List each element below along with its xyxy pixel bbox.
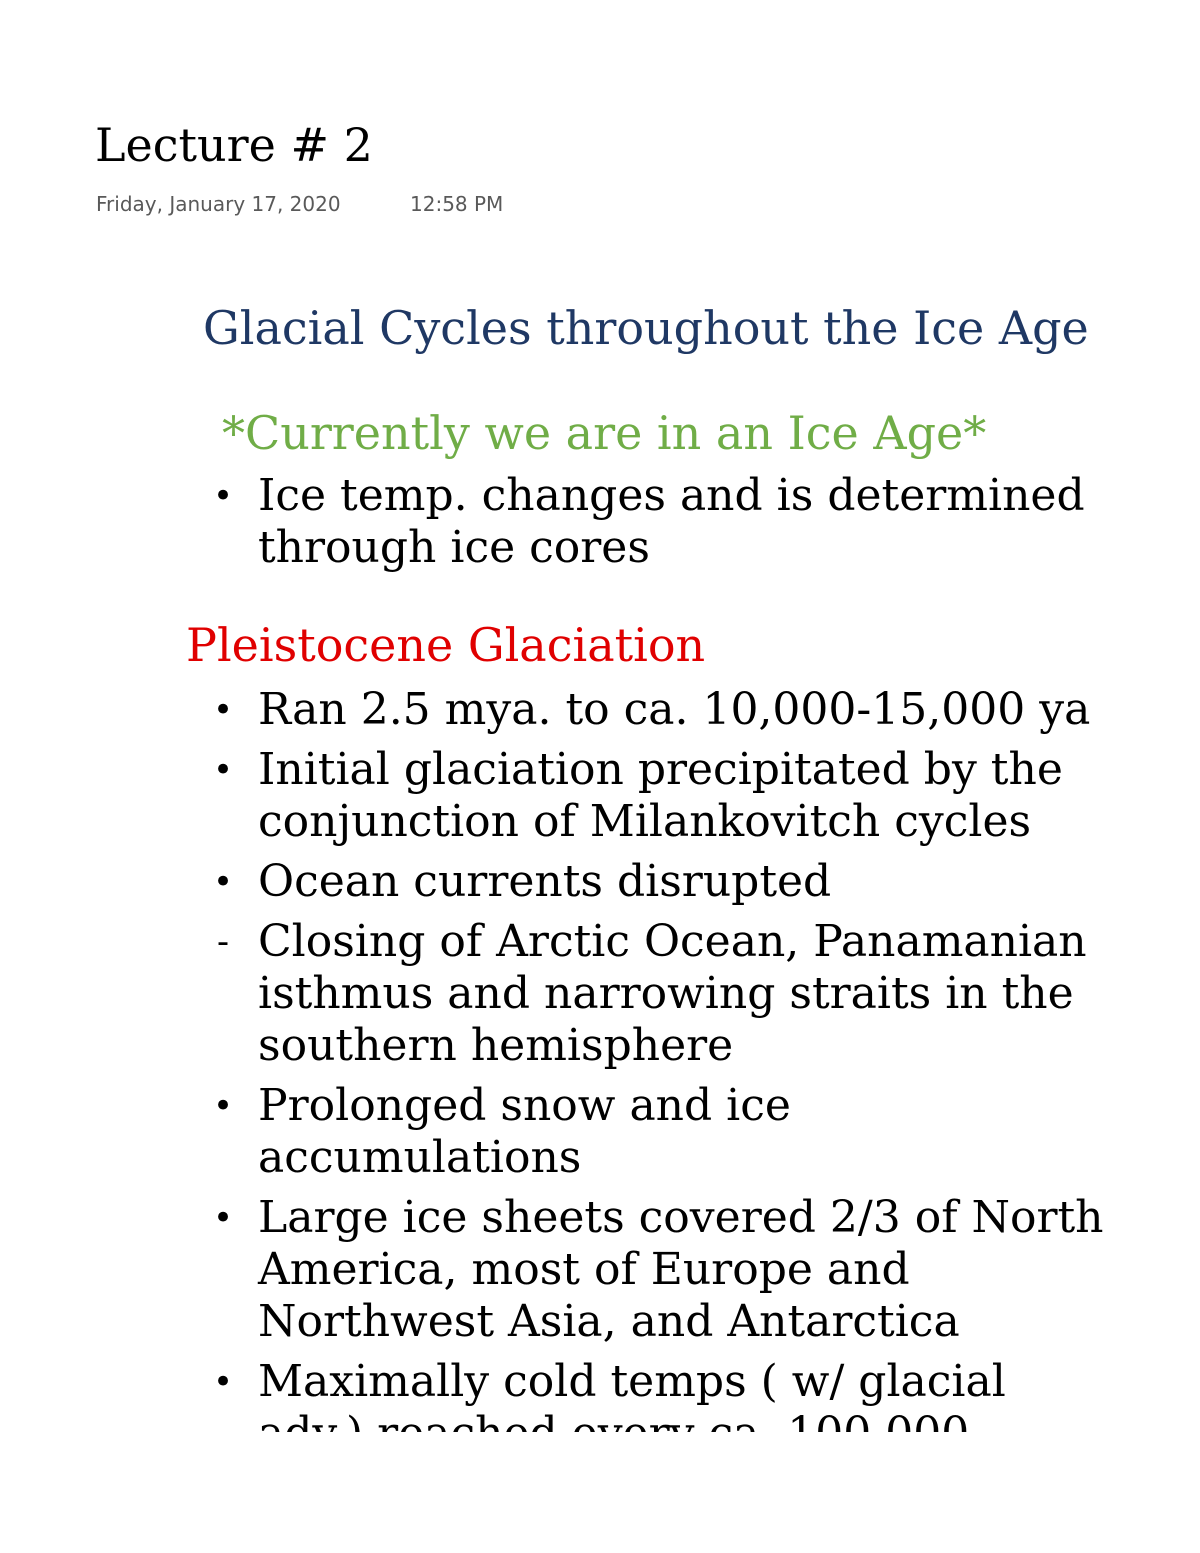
page-title: Lecture # 2 [95,118,373,172]
list-item-line: America, most of Europe and [258,1244,910,1295]
list-item-line: Large ice sheets covered 2/3 of North [258,1192,1104,1243]
list-item [0,1080,1200,1184]
list-item-line: isthmus and narrowing straits in the [258,968,1074,1019]
list-item [0,470,1200,574]
bullet-marker: • [212,476,234,516]
list-item-line: conjunction of Milankovitch cycles [258,796,1032,847]
list-item [0,744,1200,848]
bullet-marker: • [212,1198,234,1238]
list-item-line: Prolonged snow and ice [258,1080,791,1131]
bullet-marker: • [212,750,234,790]
section-heading-pleistocene: Pleistocene Glaciation [186,618,706,672]
bullet-marker: • [212,1362,234,1402]
list-item-line: southern hemisphere [258,1020,734,1071]
list-item-line: Ran 2.5 mya. to ca. 10,000-15,000 ya [258,684,1091,735]
note-time: 12:58 PM [410,192,504,216]
list-item-line: through ice cores [258,522,650,573]
dash-marker: - [216,922,230,962]
intro-bullet-list [0,470,1200,574]
list-item-line: Northwest Asia, and Antarctica [258,1296,960,1347]
list-item [0,684,1200,736]
list-item-line: Ice temp. changes and is determined [258,470,1085,521]
list-item-line: Initial glaciation precipitated by the [258,744,1063,795]
list-item [0,1192,1200,1348]
note-date: Friday, January 17, 2020 [96,192,341,216]
bullet-marker: • [212,862,234,902]
list-item-line: accumulations [258,1132,582,1183]
section-heading-glacial-cycles: Glacial Cycles throughout the Ice Age [203,301,1089,355]
list-item [0,856,1200,908]
list-item-line: Closing of Arctic Ocean, Panamanian [258,916,1087,967]
page-bottom-margin [0,1432,1200,1553]
highlight-heading-ice-age: *Currently we are in an Ice Age* [222,406,987,460]
pleistocene-bullet-list [0,684,1200,1468]
list-item [0,916,1200,1072]
bullet-marker: • [212,690,234,730]
list-item-line: Ocean currents disrupted [258,856,832,907]
list-item-line: Maximally cold temps ( w/ glacial [258,1356,1006,1407]
bullet-marker: • [212,1086,234,1126]
